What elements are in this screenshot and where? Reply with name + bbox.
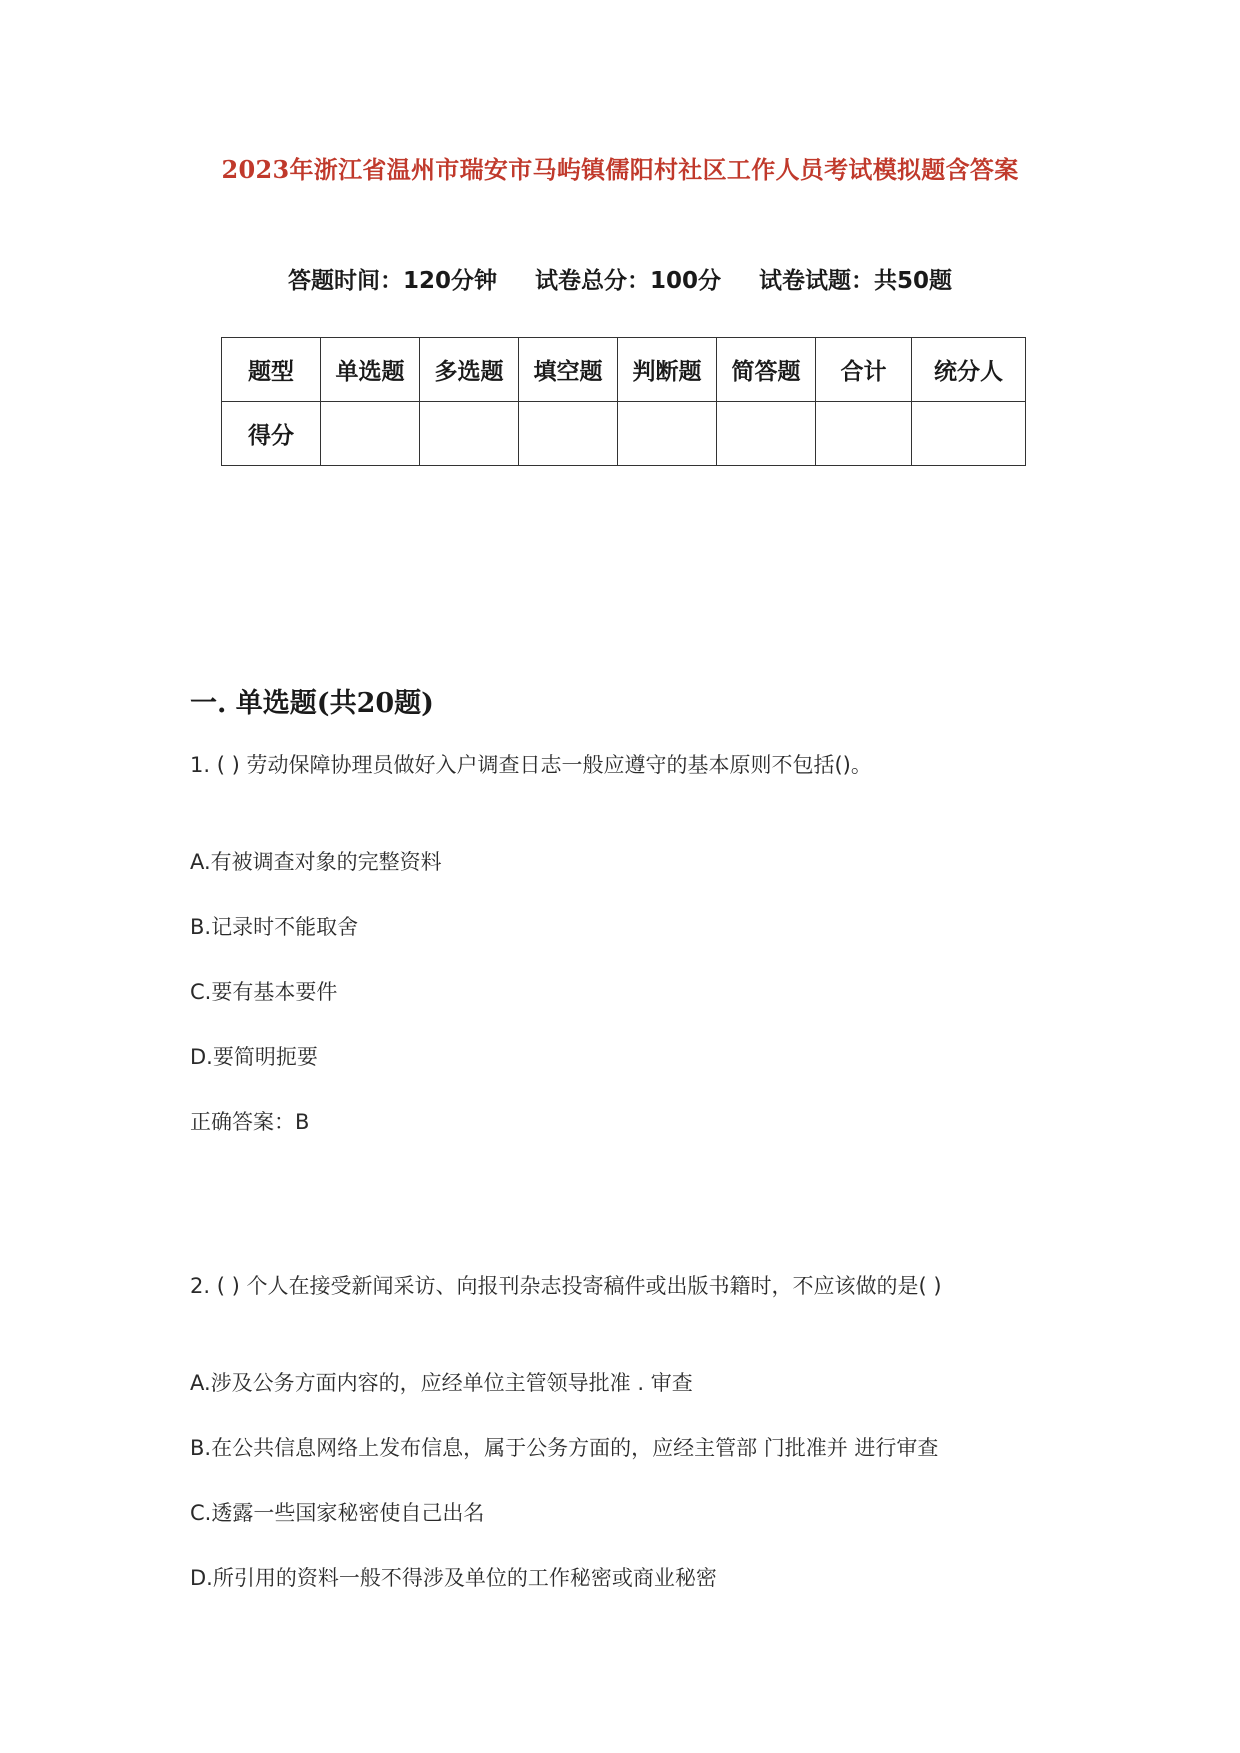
exam-total-questions: 试卷试题：共50题 [759,268,953,294]
score-cell [420,402,519,466]
question-2-option-d: D.所引用的资料一般不得涉及单位的工作秘密或商业秘密 [190,1566,717,1590]
score-cell [618,402,717,466]
header-cell: 填空题 [519,338,618,402]
score-cell [912,402,1026,466]
score-cell [816,402,912,466]
question-2-option-c: C.透露一些国家秘密使自己出名 [190,1501,485,1525]
exam-total-score: 试卷总分：100分 [534,268,721,294]
question-1-option-b: B.记录时不能取舍 [190,915,359,939]
score-cell [321,402,420,466]
header-cell: 多选题 [420,338,519,402]
score-cell [717,402,816,466]
question-1-option-a: A.有被调查对象的完整资料 [190,850,442,874]
document-title: 2023年浙江省温州市瑞安市马屿镇儒阳村社区工作人员考试模拟题含答案 [221,155,1019,184]
header-cell: 统分人 [912,338,1026,402]
score-table-header-row [222,338,1026,402]
header-cell: 合计 [816,338,912,402]
score-cell [519,402,618,466]
header-cell: 简答题 [717,338,816,402]
score-table-score-row [222,402,1026,466]
question-1-option-d: D.要简明扼要 [190,1045,318,1069]
score-table [221,337,1026,466]
question-2-stem: 2. ( ) 个人在接受新闻采访、向报刊杂志投寄稿件或出版书籍时，不应该做的是( ) [190,1274,942,1298]
header-cell: 判断题 [618,338,717,402]
question-1-stem: 1. ( ) 劳动保障协理员做好入户调查日志一般应遵守的基本原则不包括()。 [190,753,872,777]
header-cell: 题型 [222,338,321,402]
exam-info [0,262,1240,295]
section-heading: 一. 单选题(共20题) [190,688,434,719]
row-label-cell: 得分 [222,402,321,466]
question-2-option-b: B.在公共信息网络上发布信息，属于公务方面的，应经主管部 门批准并 进行审查 [190,1436,939,1460]
question-2-option-a: A.涉及公务方面内容的，应经单位主管领导批准 . 审查 [190,1371,693,1395]
exam-time: 答题时间：120分钟 [287,268,497,294]
header-cell: 单选题 [321,338,420,402]
question-1-option-c: C.要有基本要件 [190,980,338,1004]
question-1-answer: 正确答案：B [190,1110,310,1134]
